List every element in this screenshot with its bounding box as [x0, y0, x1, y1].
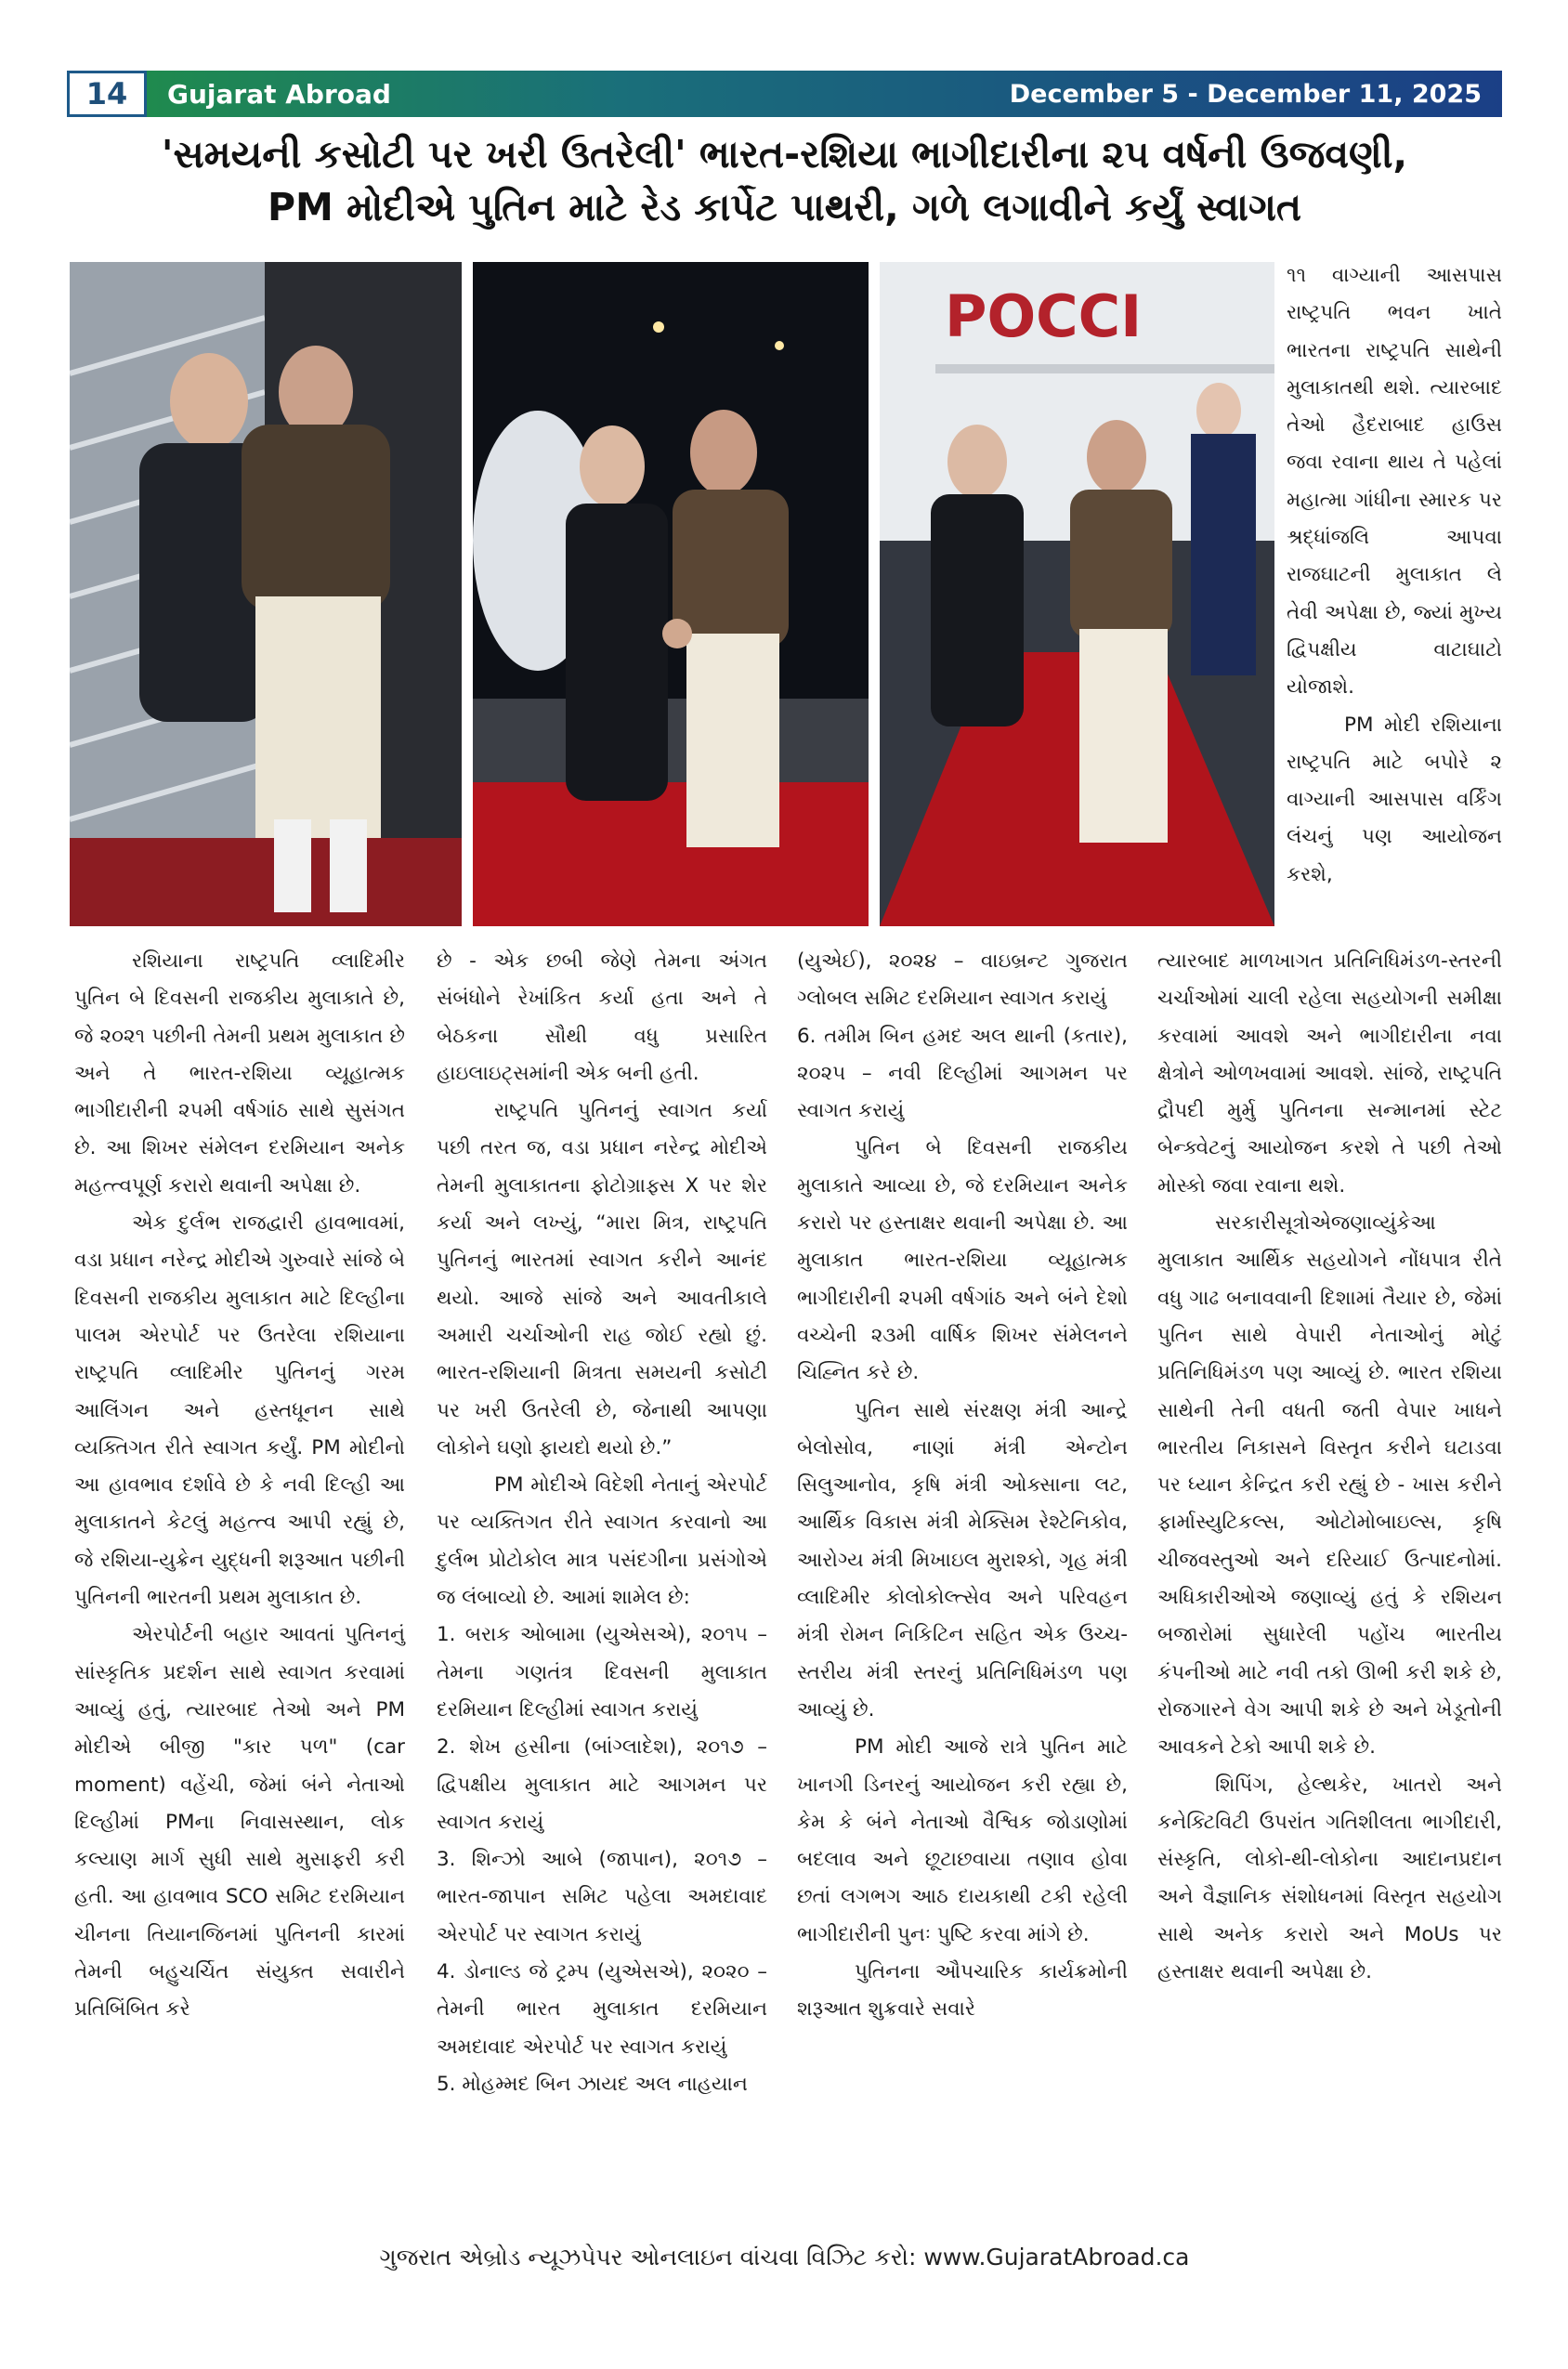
- side-paragraph-1: ૧૧ વાગ્યાની આસપાસ રાષ્ટ્રપતિ ભવન ખાતે ભારતના રાષ્ટ્રપતિ સાથેની મુલાકાતથી થશે. ત્યારબાદ તેઓ હૈદરાબાદ હાઉસ જવા રવાના થાય તે પહેલાં મહાત્મા ગાંધીના સ્મારક પર શ્રદ્ધાંજલિ આપવા રાજઘાટની મુલાકાત લે તેવી અપેક્ષા છે, જ્યાં મુખ્ય દ્વિપક્ષીય વાટાઘાટો યોજાશે.: [1287, 264, 1502, 700]
- publication-name: Gujarat Abroad: [167, 78, 391, 110]
- col2-list-item-2: 2. શેખ હસીના (બાંગ્લાદેશ), ૨૦૧૭ – દ્વિપક્ષીય મુલાકાત માટે આગમન પર સ્વાગત કરાયું: [437, 1735, 767, 1834]
- article-column-4: [1157, 943, 1502, 1991]
- issue-date: December 5 - December 11, 2025: [1009, 79, 1482, 109]
- col4-paragraph-1: ત્યારબાદ માળખાગત પ્રતિનિધિમંડળ-સ્તરની ચર્ચાઓમાં ચાલી રહેલા સહયોગની સમીક્ષા કરવામાં આવશે અને ભાગીદારીના નવા ક્ષેત્રોને ઓળખવામાં આવશે. સાંજે, રાષ્ટ્રપતિ દ્રૌપદી મુર્મુ પુતિનના સન્માનમાં સ્ટેટ બેન્ક્વેટનું આયોજન કરશે તે પછી તેઓ મોસ્કો જવા રવાના થશે.: [1157, 949, 1502, 1198]
- footer-website-note: ગુજરાત એબ્રોડ ન્યૂઝપેપર ઓનલાઇન વાંચવા વિઝિટ કરો: www.GujaratAbroad.ca: [379, 2244, 1190, 2271]
- col4-paragraph-2: સરકારીસૂત્રોએજણાવ્યુંકેઆ મુલાકાત આર્થિક સહયોગને નોંધપાત્ર રીતે વધુ ગાઢ બનાવવાની દિશામાં તૈયાર છે, જેમાં પુતિન સાથે વેપારી નેતાઓનું મોટું પ્રતિનિધિમંડળ પણ આવ્યું છે. ભારત રશિયા સાથેની તેની વધતી જતી વેપાર ખાધને ભારતીય નિકાસને વિસ્તૃત કરીને ઘટાડવા પર ધ્યાન કેન્દ્રિત કરી રહ્યું છે - ખાસ કરીને ફાર્માસ્યુટિકલ્સ, ઓટોમોબાઇલ્સ, કૃષિ ચીજવસ્તુઓ અને દરિયાઈ ઉત્પાદનોમાં. અધિકારીઓએ જણાવ્યું હતું કે રશિયન બજારોમાં સુધારેલી પહોંચ ભારતીય કંપનીઓ માટે નવી તકો ઊભી કરી શકે છે, રોજગારને વેગ આપી શકે છે અને ખેડૂતોની આવકને ટેકો આપી શકે છે.: [1157, 1211, 1502, 1760]
- col3-paragraph-2: પુતિન સાથે સંરક્ષણ મંત્રી આન્દ્રે બેલોસોવ, નાણાં મંત્રી એન્ટોન સિલુઆનોવ, કૃષિ મંત્રી ઓક્સાના લટ, આર્થિક વિકાસ મંત્રી મેક્સિમ રેશ્ટેનિકોવ, આરોગ્ય મંત્રી મિખાઇલ મુરાશ્કો, ગૃહ મંત્રી વ્લાદિમીર કોલોકોલ્ત્સેવ અને પરિવહન મંત્રી રોમન નિકિટિન સહિત એક ઉચ્ચ-સ્તરીય મંત્રી સ્તરનું પ્રતિનિધિમંડળ પણ આવ્યું છે.: [797, 1398, 1128, 1721]
- side-column-top: [1287, 257, 1502, 894]
- photo-embrace-stairs: [70, 262, 462, 926]
- headline-line-1: 'સમયની કસોટી પર ખરી ઉતરેલી' ભારત-રશિયા ભાગીદારીના ૨૫ વર્ષની ઉજવણી,: [161, 132, 1408, 177]
- headline: [67, 128, 1502, 234]
- col2-list-item-4: 4. ડોનાલ્ડ જે ટ્રમ્પ (યુએસએ), ૨૦૨૦ – તેમની ભારત મુલાકાત દરમિયાન અમદાવાદ એરપોર્ટ પર સ્વાગત કરાયું: [437, 1960, 767, 2059]
- header-band: [147, 71, 1502, 117]
- col3-list-item-5-cont: (યુએઈ), ૨૦૨૪ – વાઇબ્રન્ટ ગુજરાત ગ્લોબલ સમિટ દરમિયાન સ્વાગત કરાયું: [797, 949, 1128, 1011]
- col3-list-item-6: 6. તમીમ બિન હમદ અલ થાની (કતાર), ૨૦૨૫ – નવી દિલ્હીમાં આગમન પર સ્વાગત કરાયું: [797, 1024, 1128, 1123]
- col1-paragraph-2: એક દુર્લભ રાજદ્વારી હાવભાવમાં, વડા પ્રધાન નરેન્દ્ર મોદીએ ગુરુવારે સાંજે બે દિવસની રાજકીય મુલાકાત માટે દિલ્હીના પાલમ એરપોર્ટ પર ઉતરેલા રશિયાના રાષ્ટ્રપતિ વ્લાદિમીર પુતિનનું ગરમ આલિંગન અને હસ્તધૂનન સાથે વ્યક્તિગત રીતે સ્વાગત કર્યું. PM મોદીનો આ હાવભાવ દર્શાવે છે કે નવી દિલ્હી આ મુલાકાતને કેટલું મહત્ત્વ આપી રહ્યું છે, જે રશિયા-યુક્રેન યુદ્ધની શરૂઆત પછીની પુતિનની ભારતની પ્રથમ મુલાકાત છે.: [74, 1211, 405, 1610]
- col2-paragraph-2: રાષ્ટ્રપતિ પુતિનનું સ્વાગત કર્યા પછી તરત જ, વડા પ્રધાન નરેન્દ્ર મોદીએ તેમની મુલાકાતના ફોટોગ્રાફ્સ X પર શેર કર્યા અને લખ્યું, “મારા મિત્ર, રાષ્ટ્રપતિ પુતિનનું ભારતમાં સ્વાગત કરીને આનંદ થયો. આજે સાંજે અને આવતીકાલે અમારી ચર્ચાઓની રાહ જોઈ રહ્યો છું. ભારત-રશિયાની મિત્રતા સમયની કસોટી પર ખરી ઉતરેલી છે, જેનાથી આપણા લોકોને ઘણો ફાયદો થયો છે.”: [437, 1099, 767, 1459]
- col1-paragraph-3: એરપોર્ટની બહાર આવતાં પુતિનનું સાંસ્કૃતિક પ્રદર્શન સાથે સ્વાગત કરવામાં આવ્યું હતું, ત્યારબાદ તેઓ અને PM મોદીએ બીજી "કાર પળ" (car moment) વહેંચી, જેમાં બંને નેતાઓ દિલ્હીમાં PMના નિવાસસ્થાન, લોક કલ્યાણ માર્ગ સુધી સાથે મુસાફરી કરી હતી. આ હાવભાવ SCO સમિટ દરમિયાન ચીનના તિયાનજિનમાં પુતિનની કારમાં તેમની બહુચર્ચિત સંયુક્ત સવારીને પ્રતિબિંબિત કરે: [74, 1623, 405, 2022]
- side-paragraph-2: PM મોદી રશિયાના રાષ્ટ્રપતિ માટે બપોરે ૨ વાગ્યાની આસપાસ વર્કિંગ લંચનું પણ આયોજન કરશે,: [1287, 713, 1502, 886]
- col2-list-item-3: 3. શિન્ઝો આબે (જાપાન), ૨૦૧૭ – ભારત-જાપાન સમિટ પહેલા અમદાવાદ એરપોર્ટ પર સ્વાગત કરાયું: [437, 1848, 767, 1946]
- col2-paragraph-1: છે - એક છબી જેણે તેમના અંગત સંબંધોને રેખાંકિત કર્યા હતા અને તે બેઠકના સૌથી વધુ પ્રસારિત હાઇલાઇટ્સમાંની એક બની હતી.: [437, 949, 767, 1085]
- plane-lettering: POCCI: [945, 282, 1143, 350]
- col2-list-item-1: 1. બરાક ઓબામા (યુએસએ), ૨૦૧૫ – તેમના ગણતંત્ર દિવસની મુલાકાત દરમિયાન દિલ્હીમાં સ્વાગત કરાયું: [437, 1623, 767, 1721]
- headline-line-2: PM મોદીએ પુતિન માટે રેડ કાર્પેટ પાથરી, ગળે લગાવીને કર્યું સ્વાગત: [267, 185, 1302, 229]
- page-number: 14: [67, 71, 147, 117]
- article-column-2: [437, 943, 767, 2103]
- photo-walk-plane: [880, 262, 1274, 926]
- col3-paragraph-1: પુતિન બે દિવસની રાજકીય મુલાકાતે આવ્યા છે, જે દરમિયાન અનેક કરારો પર હસ્તાક્ષર થવાની અપેક્ષા છે. આ મુલાકાત ભારત-રશિયા વ્યૂહાત્મક ભાગીદારીની ૨૫મી વર્ષગાંઠ અને બંને દેશો વચ્ચેની ૨૩મી વાર્ષિક શિખર સંમેલનને ચિહ્નિત કરે છે.: [797, 1136, 1128, 1385]
- col2-list-item-5: 5. મોહમ્મદ બિન ઝાયદ અલ નાહયાન: [437, 2072, 748, 2096]
- col3-paragraph-3: PM મોદી આજે રાત્રે પુતિન માટે ખાનગી ડિનરનું આયોજન કરી રહ્યા છે, કેમ કે બંને નેતાઓ વૈશ્વિક જોડાણોમાં બદલાવ અને છૂટાછવાયા તણાવ હોવા છતાં લગભગ આઠ દાયકાથી ટકી રહેલી ભાગીદારીની પુનઃ પુષ્ટિ કરવા માંગે છે.: [797, 1735, 1128, 1946]
- article-column-1: [74, 943, 405, 2029]
- article-column-3: [797, 943, 1128, 2029]
- col4-paragraph-3: શિપિંગ, હેલ્થકેર, ખાતરો અને કનેક્ટિવિટી ઉપરાંત ગતિશીલતા ભાગીદારી, સંસ્કૃતિ, લોકો-થી-લોકોના આદાનપ્રદાન અને વૈજ્ઞાનિક સંશોધનમાં વિસ્તૃત સહયોગ સાથે અનેક કરારો અને MoUs પર હસ્તાક્ષર થવાની અપેક્ષા છે.: [1157, 1773, 1502, 1984]
- photo-handshake-carpet: [473, 262, 869, 926]
- col3-paragraph-4: પુતિનના ઔપચારિક કાર્યક્રમોની શરૂઆત શુક્રવારે સવારે: [797, 1960, 1128, 2022]
- col1-paragraph-1: રશિયાના રાષ્ટ્રપતિ વ્લાદિમીર પુતિન બે દિવસની રાજકીય મુલાકાતે છે, જે ૨૦૨૧ પછીની તેમની પ્રથમ મુલાકાત છે અને તે ભારત-રશિયા વ્યૂહાત્મક ભાગીદારીની ૨૫મી વર્ષગાંઠ સાથે સુસંગત છે. આ શિખર સંમેલન દરમિયાન અનેક મહત્ત્વપૂર્ણ કરારો થવાની અપેક્ષા છે.: [74, 949, 405, 1198]
- col2-paragraph-3: PM મોદીએ વિદેશી નેતાનું એરપોર્ટ પર વ્યક્તિગત રીતે સ્વાગત કરવાનો આ દુર્લભ પ્રોટોકોલ માત્ર પસંદગીના પ્રસંગોએ જ લંબાવ્યો છે. આમાં શામેલ છે:: [437, 1473, 767, 1610]
- page-header: [67, 71, 1502, 117]
